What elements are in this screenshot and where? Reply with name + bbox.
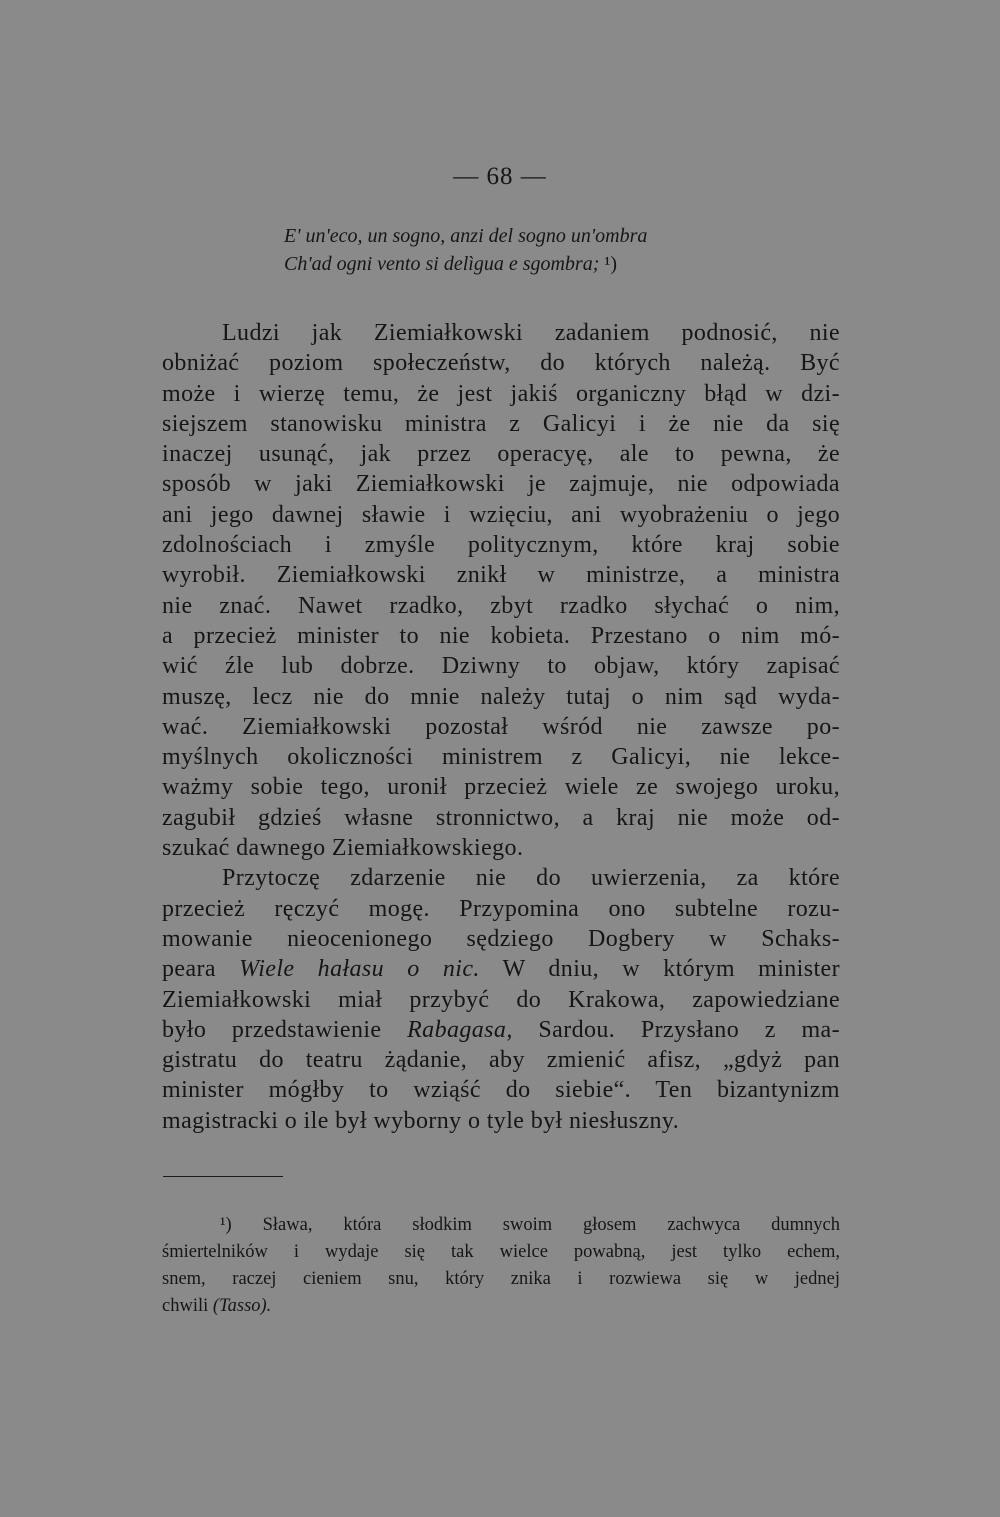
text-line: wić źle lub dobrze. Dziwny to objaw, który zapisać — [162, 653, 840, 680]
text-line: siejszem stanowisku ministra z Galicyi i że nie da się — [162, 410, 840, 437]
text-line: przecież ręczyć mogę. Przypomina ono subtelne rozu- — [162, 895, 840, 922]
epigraph — [284, 222, 804, 278]
footnote-line — [162, 1212, 840, 1239]
play-title: Wiele hałasu o nic. — [239, 956, 480, 983]
footnote-line: śmiertelników i wydaje się tak wielce powabną, jest tylko echem, — [162, 1242, 840, 1262]
text-segment: Sława, która słodkim swoim głosem zachwyca dumnych — [262, 1215, 841, 1235]
text-segment: było przedstawienie — [162, 1016, 408, 1043]
text-line: Ziemiałkowski miał przybyć do Krakowa, zapowiedziane — [162, 986, 840, 1013]
paragraph-1 — [162, 318, 840, 863]
text-segment: Sardou. Przysłano z ma- — [512, 1016, 840, 1043]
body-text — [162, 318, 840, 1136]
text-line: mowanie nieocenionego sędziego Dogbery w Schaks- — [162, 925, 840, 952]
text-line: inaczej usunąć, jak przez operacyę, ale to pewna, że — [162, 441, 840, 468]
text-line: minister mógłby to wziąść do siebie“. Ten bizantynizm — [162, 1077, 840, 1104]
text-line: Przytoczę zdarzenie nie do uwierzenia, za które — [222, 865, 840, 892]
text-line: szukać dawnego Ziemiałkowskiego. — [162, 835, 524, 862]
play-title: Rabagasa, — [407, 1016, 513, 1043]
footnote-reference: ¹) — [604, 253, 618, 275]
text-segment: peara — [162, 956, 240, 983]
text-line: myślnych okoliczności ministrem z Galicyi, nie lekce- — [162, 744, 840, 771]
text-line-with-title — [162, 954, 840, 984]
footnote-line — [162, 1293, 840, 1320]
text-segment: chwili — [162, 1296, 213, 1316]
text-line: a przecież minister to nie kobieta. Przestano o nim mó- — [162, 622, 840, 649]
text-line: zdolnościach i zmyśle politycznym, które kraj sobie — [162, 532, 840, 559]
text-line: nie znać. Nawet rzadko, zbyt rzadko słychać o nim, — [162, 592, 840, 619]
text-line: Ludzi jak Ziemiałkowski zadaniem podnosić, nie — [222, 320, 840, 346]
text-line: sposób w jaki Ziemiałkowski je zajmuje, nie odpowiada — [162, 471, 840, 498]
epigraph-line-2-text: Ch'ad ogni vento si delìgua e sgombra; — [284, 253, 600, 275]
text-line: ani jego dawnej sławie i wzięciu, ani wyobrażeniu o jego — [162, 501, 840, 528]
text-line: obniżać poziom społeczeństw, do których należą. Być — [162, 350, 840, 377]
text-line: magistracki o ile był wyborny o tyle był niesłuszny. — [162, 1107, 680, 1134]
text-line: muszę, lecz nie do mnie należy tutaj o nim sąd wyda- — [162, 683, 840, 710]
text-line: wyrobił. Ziemiałkowski znikł w ministrze, a ministra — [162, 562, 840, 589]
epigraph-line-2 — [284, 250, 804, 278]
text-line: zagubił gdzieś własne stronnictwo, a kraj nie może od- — [162, 804, 840, 831]
text-line: wać. Ziemiałkowski pozostał wśród nie zawsze po- — [162, 713, 840, 740]
text-line: ważmy sobie tego, uronił przecież wiele ze swojego uroku, — [162, 774, 840, 801]
text-line: może i wierzę temu, że jest jakiś organiczny błąd w dzi- — [162, 380, 840, 407]
text-line: gistratu do teatru żądanie, aby zmienić afisz, „gdyż pan — [162, 1047, 840, 1074]
page-number: — 68 — — [453, 163, 547, 190]
footnote — [162, 1212, 840, 1320]
paragraph-2 — [162, 863, 840, 1136]
author-name: (Tasso). — [212, 1296, 272, 1316]
text-line-with-title — [162, 1015, 840, 1045]
footnote-marker: ¹) — [220, 1215, 232, 1235]
footnote-divider — [163, 1176, 283, 1177]
epigraph-line-1: E' un'eco, un sogno, anzi del sogno un'ombra — [284, 225, 648, 247]
text-segment: W dniu, w którym minister — [479, 956, 840, 983]
footnote-line: snem, raczej cieniem snu, który znika i rozwiewa się w jednej — [162, 1269, 840, 1289]
